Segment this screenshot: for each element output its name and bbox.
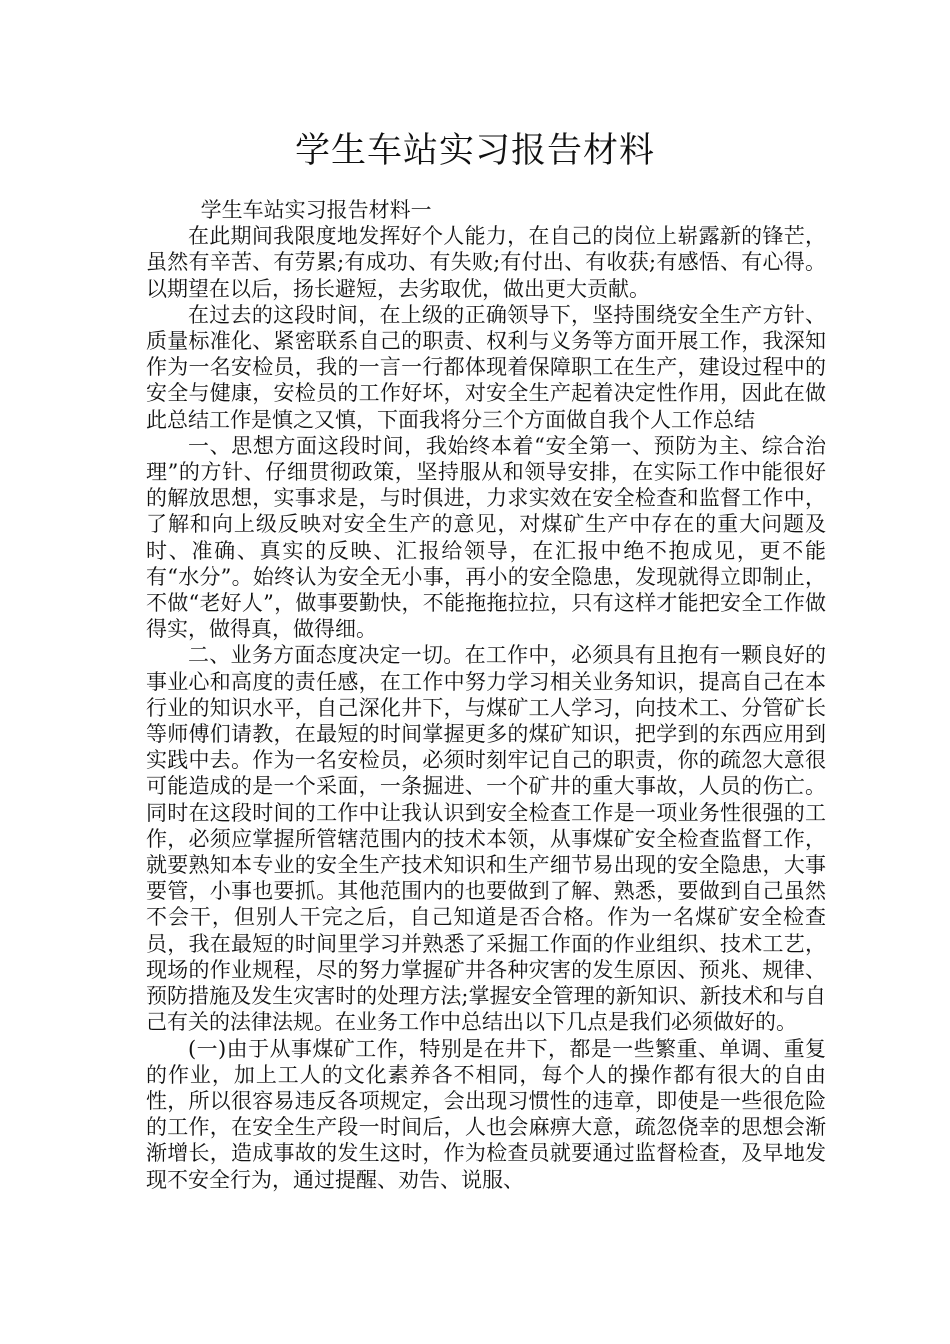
section-heading: 学生车站实习报告材料一 [200,198,432,222]
paragraph-overview: 在过去的这段时间，在上级的正确领导下，坚持围绕安全生产方针、质量标准化、紧密联系自己的职责、权利与义务等方面开展工作，我深知作为一名安检员，我的一言一行都体现着保障职工在生产，建设过程中的安全与健康，安检员的工作好坏，对安全生产起着决定性作用，因此在做此总结工作是慎之又慎，下面我将分三个方面做自我个人工作总结 [146,302,826,432]
paragraph-point-one: (一)由于从事煤矿工作，特别是在井下，都是一些繁重、单调、重复的作业，加上工人的文化素养各不相同，每个人的操作都有很大的自由性，所以很容易违反各项规定，会出现习惯性的违章，即使是一些很危险的工作，在安全生产段一时间后，人也会麻痹大意，疏忽侥幸的思想会渐渐增长，造成事故的发生这时，作为检查员就要通过监督检查，及早地发现不安全行为，通过提醒、劝告、说服、 [146,1036,826,1192]
document-body [146,197,826,1193]
paragraph-intro: 在此期间我限度地发挥好个人能力，在自己的岗位上崭露新的锋芒，虽然有辛苦、有劳累;有成功、有失败;有付出、有收获;有感悟、有心得。以期望在以后，扬长避短，去劣取优，做出更大贡献。 [146,224,826,301]
paragraph-business: 二、业务方面态度决定一切。在工作中，必须具有且抱有一颗良好的事业心和高度的责任感，在工作中努力学习相关业务知识，提高自己在本行业的知识水平，自己深化井下，与煤矿工人学习，向技术工、分管矿长等师傅们请教，在最短的时间掌握更多的煤矿知识，把学到的东西应用到实践中去。作为一名安检员，必须时刻牢记自己的职责，你的疏忽大意很可能造成的是一个采面，一条掘进、一个矿井的重大事故，人员的伤亡。同时在这段时间的工作中让我认识到安全检查工作是一项业务性很强的工作，必须应掌握所管辖范围内的技术本领，从事煤矿安全检查监督工作，就要熟知本专业的安全生产技术知识和生产细节易出现的安全隐患，大事要管，小事也要抓。其他范围内的也要做到了解、熟悉，要做到自己虽然不会干，但别人干完之后，自己知道是否合格。作为一名煤矿安全检查员，我在最短的时间里学习并熟悉了采掘工作面的作业组织、技术工艺，现场的作业规程，尽的努力掌握矿井各种灾害的发生原因、预兆、规律、预防措施及发生灾害时的处理方法;掌握安全管理的新知识、新技术和与自己有关的法律法规。在业务工作中总结出以下几点是我们必须做好的。 [146,643,826,1035]
document-title: 学生车站实习报告材料 [294,131,655,171]
paragraph-thought: 一、思想方面这段时间，我始终本着“安全第一、预防为主、综合治理”的方针、仔细贯彻政策，坚持服从和领导安排，在实际工作中能很好的解放思想，实事求是，与时俱进，力求实效在安全检查和监督工作中，了解和向上级反映对安全生产的意见，对煤矿生产中存在的重大问题及时、准确、真实的反映、汇报给领导，在汇报中绝不抱成见，更不能有“水分”。始终认为安全无小事，再小的安全隐患，发现就得立即制止，不做“老好人”，做事要勤快，不能拖拖拉拉，只有这样才能把安全工作做得实，做得真，做得细。 [146,433,826,642]
